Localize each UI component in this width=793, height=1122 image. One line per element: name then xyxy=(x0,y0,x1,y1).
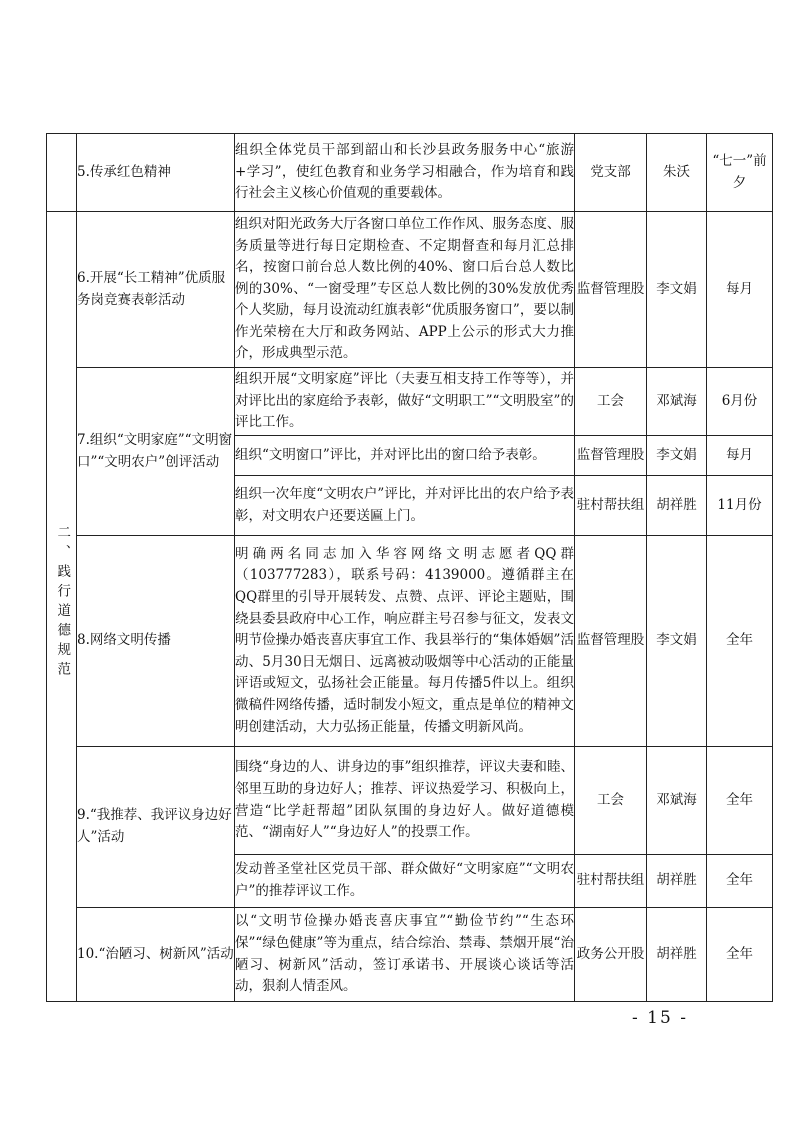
time-cell: 全年 xyxy=(707,855,773,908)
person-cell: 胡祥胜 xyxy=(647,476,707,536)
section-cell-blank xyxy=(47,134,77,212)
time-cell: 全年 xyxy=(707,747,773,855)
department-cell: 政务公开股 xyxy=(575,908,647,1002)
table-row xyxy=(47,134,773,212)
item-cell: 5.传承红色精神 xyxy=(77,134,235,212)
time-cell: 全年 xyxy=(707,908,773,1002)
time-cell: 11月份 xyxy=(707,476,773,536)
department-cell: 驻村帮扶组 xyxy=(575,855,647,908)
item-cell: 9.“我推荐、我评议身边好人”活动 xyxy=(77,747,235,908)
person-cell: 李文娟 xyxy=(647,436,707,476)
time-cell: “七一”前夕 xyxy=(707,134,773,212)
time-cell: 6月份 xyxy=(707,368,773,436)
person-cell: 胡祥胜 xyxy=(647,908,707,1002)
time-cell: 全年 xyxy=(707,536,773,747)
person-cell: 胡祥胜 xyxy=(647,855,707,908)
page-number: - 15 - xyxy=(632,1008,688,1028)
content-cell: 组织对阳光政务大厅各窗口单位工作作风、服务态度、服务质量等进行每日定期检查、不定期督查和每月汇总排名，按窗口前台总人数比例的40%、窗口后台总人数比例的30%、“一窗受理”专区总人数比例的30%发放优秀个人奖励，每月设流动红旗表彰“优质服务窗口”，要以制作光荣榜在大厅和政务网站、APP上公示的形式大力推介，形成典型示范。 xyxy=(235,212,575,368)
table-row xyxy=(47,212,773,368)
content-cell: 组织全体党员干部到韶山和长沙县政务服务中心“旅游+学习”，使红色教育和业务学习相融合，作为培育和践行社会主义核心价值观的重要载体。 xyxy=(235,134,575,212)
time-cell: 每月 xyxy=(707,212,773,368)
table-row xyxy=(47,536,773,747)
table-row xyxy=(47,908,773,1002)
item-cell: 10.“治陋习、树新风”活动 xyxy=(77,908,235,1002)
content-cell: 组织“文明窗口”评比，并对评比出的窗口给予表彰。 xyxy=(235,436,575,476)
person-cell: 朱沃 xyxy=(647,134,707,212)
person-cell: 邓斌海 xyxy=(647,747,707,855)
department-cell: 党支部 xyxy=(575,134,647,212)
table-row xyxy=(47,368,773,436)
item-cell: 6.开展“长工精神”优质服务岗竞赛表彰活动 xyxy=(77,212,235,368)
content-cell: 围绕“身边的人、讲身边的事”组织推荐，评议夫妻和睦、邻里互助的身边好人；推荐、评议热爱学习、积极向上，营造“比学赶帮超”团队氛围的身边好人。做好道德模范、“湖南好人”“身边好人”的投票工作。 xyxy=(235,747,575,855)
content-cell: 发动普圣堂社区党员干部、群众做好“文明家庭”“文明农户”的推荐评议工作。 xyxy=(235,855,575,908)
content-cell: 以“文明节俭操办婚丧喜庆事宜”“勤俭节约”“生态环保”“绿色健康”等为重点，结合综治、禁毒、禁烟开展“治陋习、树新风”活动，签订承诺书、开展谈心谈话等活动，狠刹人情歪风。 xyxy=(235,908,575,1002)
department-cell: 驻村帮扶组 xyxy=(575,476,647,536)
content-cell: 明确两名同志加入华容网络文明志愿者QQ群（103777283），联系号码：4139000。遵循群主在QQ群里的引导开展转发、点赞、点评、评论主题贴，围绕县委县政府中心工作，响应群主号召参与征文，发表文明节俭操办婚丧喜庆事宜工作、我县举行的“集体婚姻”活动、5月30日无烟日、远离被动吸烟等中心活动的正能量评语或短文，弘扬社会正能量。每月传播5件以上。组织微稿件网络传播，适时制发小短文，重点是单位的精神文明创建活动，大力弘扬正能量，传播文明新风尚。 xyxy=(235,536,575,747)
content-cell: 组织开展“文明家庭”评比（夫妻互相支持工作等等），并对评比出的家庭给予表彰，做好“文明职工”“文明股室”的评比工作。 xyxy=(235,368,575,436)
department-cell: 工会 xyxy=(575,747,647,855)
section-label: 二、践行道德规范 xyxy=(54,524,71,681)
person-cell: 邓斌海 xyxy=(647,368,707,436)
time-cell: 每月 xyxy=(707,436,773,476)
department-cell: 工会 xyxy=(575,368,647,436)
table-row xyxy=(47,747,773,855)
content-cell: 组织一次年度“文明农户”评比，并对评比出的农户给予表彰，对文明农户还要送匾上门。 xyxy=(235,476,575,536)
person-cell: 李文娟 xyxy=(647,536,707,747)
department-cell: 监督管理股 xyxy=(575,212,647,368)
department-cell: 监督管理股 xyxy=(575,436,647,476)
person-cell: 李文娟 xyxy=(647,212,707,368)
department-cell: 监督管理股 xyxy=(575,536,647,747)
item-cell: 7.组织“文明家庭”“文明窗口”“文明农户”创评活动 xyxy=(77,368,235,536)
work-plan-table xyxy=(46,133,773,1002)
item-cell: 8.网络文明传播 xyxy=(77,536,235,747)
section-cell xyxy=(47,212,77,1002)
